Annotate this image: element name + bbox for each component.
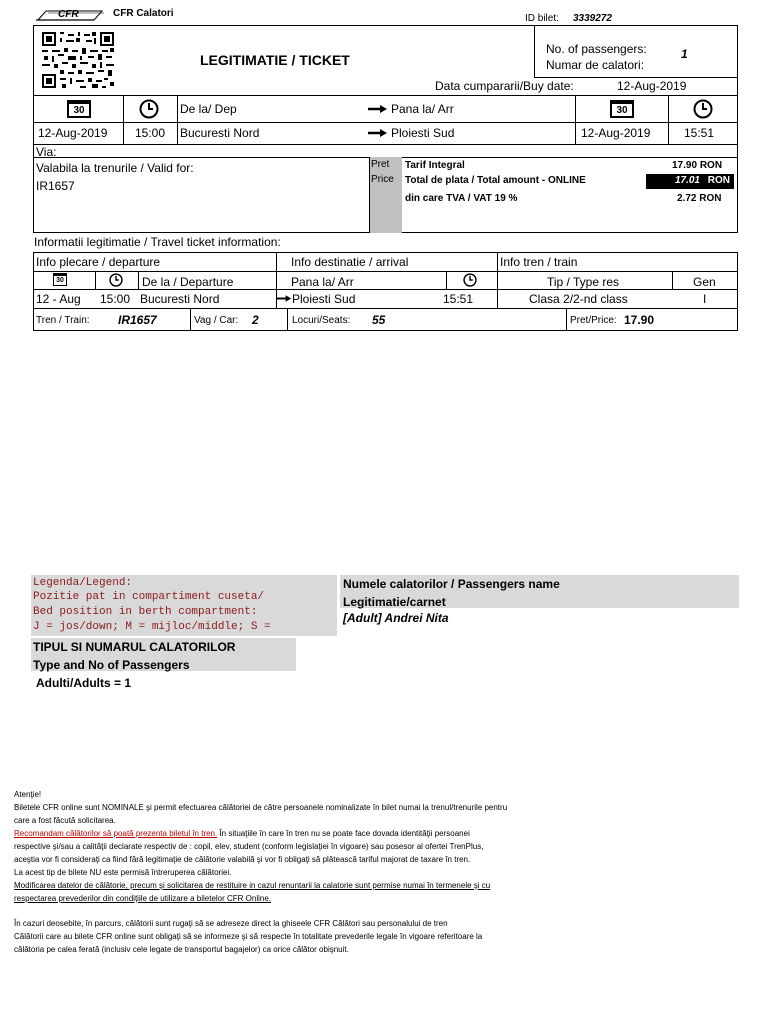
row-gen: I — [703, 292, 707, 306]
notice-line — [14, 827, 754, 840]
qr-code-icon — [42, 32, 114, 88]
buy-date-value: 12-Aug-2019 — [617, 79, 687, 93]
passenger-type-title: TIPUL SI NUMARUL CALATORILOR — [33, 640, 236, 654]
arrow-right-icon — [368, 104, 388, 114]
ticket-id-value: 3339272 — [573, 13, 612, 24]
notice-line: care a fost făcută solicitarea. — [14, 816, 116, 825]
vat-currency: RON — [699, 193, 722, 204]
clock-icon — [463, 273, 477, 287]
dep-info-header: Info plecare / departure — [36, 255, 161, 269]
seats-value: 55 — [372, 313, 386, 327]
legend-line: J = jos/down; M = mijloc/middle; S = — [33, 621, 271, 633]
valid-for-label: Valabila la trenurile / Valid for: — [36, 161, 194, 175]
clock-icon — [693, 99, 713, 119]
arrival-col-header: Pana la/ Arr — [291, 275, 354, 289]
car-value: 2 — [252, 313, 259, 327]
notice-line: Biletele CFR online sunt NOMINALE şi permit efectuarea călătoriei de către persoanele nominalizate în bilet numai la trenul/trenurile pentru — [14, 803, 508, 812]
ticket-id-label: ID bilet: — [525, 13, 559, 24]
dest-info-header: Info destinatie / arrival — [291, 255, 409, 269]
notice-line-rest: În situaţiile în care în tren nu se poate face dovada identităţii persoanei — [217, 829, 470, 838]
departure-time: 15:00 — [135, 126, 166, 140]
row-date: 12 - Aug — [36, 292, 81, 306]
tariff-amount: 17.90 — [672, 160, 698, 171]
via-label: Via: — [36, 145, 57, 159]
calendar-day: 30 — [73, 105, 85, 116]
clock-icon — [139, 99, 159, 119]
type-col-header: Tip / Type res — [547, 275, 620, 289]
notice-line: călătoria pe calea ferată (inclusiv cele legate de transportul bagajelor) ca orice călător obişnuit. — [14, 945, 349, 954]
notice-line: La acest tip de bilete NU este permisă întreruperea călătoriei. — [14, 868, 232, 877]
passenger-type-subtitle: Type and No of Passengers — [33, 658, 190, 672]
seats-label: Locuri/Seats: — [292, 315, 351, 326]
notice-line: În cazuri deosebite, în parcurs, călătorii sunt rugaţi să se adreseze direct la ghiseele CFR Călători sau personalului de tren — [14, 919, 448, 928]
from-label: De la/ Dep — [180, 102, 237, 116]
tariff-label: Tarif Integral — [405, 160, 465, 171]
train-label: Tren / Train: — [36, 315, 90, 326]
price-label-en: Price — [371, 174, 394, 185]
train-info-header: Info tren / train — [500, 255, 578, 269]
passengers-count: 1 — [681, 47, 688, 61]
legend-title: Legenda/Legend: — [33, 577, 133, 589]
arrival-time: 15:51 — [684, 126, 715, 140]
notice-block — [14, 788, 754, 956]
vat-label: din care TVA / VAT 19 % — [405, 193, 518, 204]
row-to-station: Ploiesti Sud — [292, 292, 356, 306]
departure-date: 12-Aug-2019 — [38, 126, 108, 140]
passenger-type-value: Adulti/Adults = 1 — [36, 676, 132, 690]
passenger-name: [Adult] Andrei Nita — [343, 611, 449, 625]
legend-line: Pozitie pat in compartiment cuseta/ — [33, 591, 265, 603]
from-station: Bucuresti Nord — [180, 126, 260, 140]
passengers-label-ro: Numar de calatori: — [546, 58, 645, 72]
logo-text: CFR — [58, 9, 79, 20]
price-value: 17.90 — [624, 313, 655, 327]
arrow-right-icon — [368, 128, 388, 138]
departure-col-header: De la / Departure — [142, 275, 234, 289]
train-value: IR1657 — [118, 313, 157, 327]
notice-recommendation: Recomandam călătorilor să poată prezenta biletul în tren. — [14, 829, 218, 838]
total-value — [646, 174, 734, 189]
calendar-day: 30 — [616, 105, 628, 116]
price-label-ro: Pret — [371, 159, 390, 170]
vat-value — [677, 193, 721, 204]
notice-line: Modificarea datelor de călătorie, precum şi solicitarea de restituire in cazul renuntarii la calatorie sunt permise numai în termenele şi cu — [14, 881, 491, 890]
buy-date-label: Data cumpararii/Buy date: — [435, 79, 574, 93]
passengers-label-en: No. of passengers: — [546, 42, 647, 56]
notice-line: respectarea prevederilor din condiţiile de utilizare a biletelor CFR Online. — [14, 894, 272, 903]
arrival-date: 12-Aug-2019 — [581, 126, 651, 140]
calendar-icon — [53, 273, 67, 286]
calendar-day: 30 — [56, 277, 64, 284]
car-label: Vag / Car: — [194, 315, 239, 326]
notice-line: aceştia vor fi consideraţi ca fiind fără legitimaţie de călătorie valabilă şi vor fi obligaţi să plătească tariful majorat de taxare în tren. — [14, 855, 471, 864]
cfr-logo — [36, 9, 106, 22]
ticket-title: LEGITIMATIE / TICKET — [200, 52, 350, 68]
legend-line: Bed position in berth compartment: — [33, 606, 258, 618]
passengers-id-title: Legitimatie/carnet — [343, 595, 446, 609]
row-class: Clasa 2/2-nd class — [529, 292, 628, 306]
price-label: Pret/Price: — [570, 315, 617, 326]
total-amount: 17.01 — [674, 175, 700, 186]
notice-title: Atenţie! — [14, 790, 42, 799]
total-currency: RON — [707, 175, 730, 186]
to-station: Ploiesti Sud — [391, 126, 455, 140]
tariff-currency: RON — [699, 160, 723, 171]
clock-icon — [109, 273, 123, 287]
calendar-icon — [67, 100, 91, 118]
to-label: Pana la/ Arr — [391, 102, 454, 116]
valid-train: IR1657 — [36, 179, 75, 193]
arrow-right-icon — [276, 294, 292, 303]
row-from-station: Bucuresti Nord — [140, 292, 220, 306]
passengers-name-title: Numele calatorilor / Passengers name — [343, 577, 560, 591]
tariff-value — [672, 160, 722, 171]
calendar-icon — [610, 100, 634, 118]
info-section-title: Informatii legitimatie / Travel ticket information: — [34, 235, 281, 249]
company-name: CFR Calatori — [113, 8, 174, 19]
notice-line: respective şi/sau a calităţii declarate respectiv de : copil, elev, student (conform legislaţiei în vigoare) sau posesor al ofertei TrenPlus, — [14, 842, 484, 851]
gen-col-header: Gen — [693, 275, 716, 289]
total-label: Total de plata / Total amount - ONLINE — [405, 175, 586, 186]
notice-line: Călătorii care au bilete CFR online sunt obligaţi să se informeze şi să respecte în totalitate prevederile legale în vigoare referitoare la — [14, 932, 483, 941]
row-departure-time: 15:00 — [100, 292, 131, 306]
row-arrival-time: 15:51 — [443, 292, 474, 306]
qr-code — [42, 32, 114, 88]
vat-amount: 2.72 — [677, 193, 697, 204]
